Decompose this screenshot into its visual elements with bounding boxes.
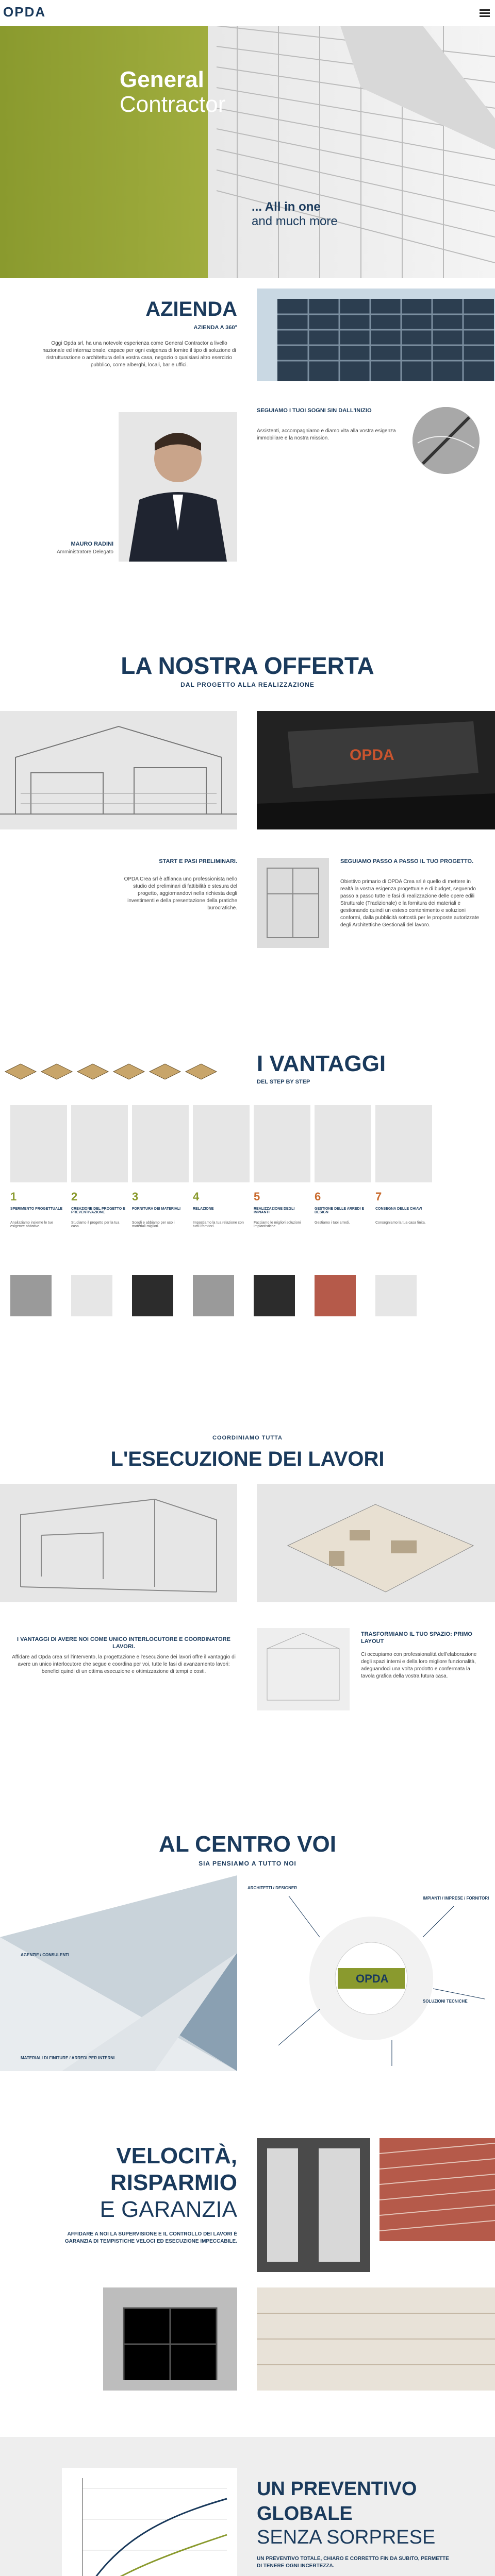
step-photo-7 — [375, 1275, 417, 1316]
step-card-3 — [132, 1105, 189, 1182]
pen-sketch-photo — [412, 407, 480, 474]
preventivo-text: UN PREVENTIVO TOTALE, CHIARO E CORRETTO FIN DA SUBITO, PERMETTE DI TENERE OGNI INCERTEZZA. — [257, 2556, 449, 2569]
construction-photo — [103, 2287, 237, 2391]
step-number-4: 4 — [193, 1190, 200, 1203]
centro-subtitle: SIA PENSIAMO A TUTTO NOI — [199, 1860, 296, 1867]
signage-photo — [257, 711, 495, 829]
start-title: START E PASI PRELIMINARI. — [159, 858, 237, 865]
azienda-subtitle: AZIENDA A 360° — [193, 325, 237, 331]
step-title-7: CONSEGNA DELLE CHIAVI — [375, 1207, 422, 1211]
velocita-text: AFFIDARE A NOI LA SUPERVISIONE E IL CONTROLLO DEI LAVORI È GARANZIA DI TEMPISTICHE VELOCI ED ESECUZIONE IMPECCABILE. — [64, 2231, 237, 2244]
step-number-1: 1 — [10, 1190, 17, 1203]
step-text-6: Gestiamo i tuoi arredi. — [315, 1221, 350, 1225]
facade-photo-a — [257, 2138, 370, 2272]
step-number-7: 7 — [375, 1190, 382, 1203]
preventivo-title-1: UN PREVENTIVO — [257, 2478, 417, 2500]
step-photo-5 — [254, 1275, 295, 1316]
step-title-5: REALIZZAZIONE DEGLI IMPIANTI — [254, 1207, 295, 1214]
step-photo-6 — [315, 1275, 356, 1316]
finish-texture-photo — [257, 2287, 495, 2391]
azienda-title: AZIENDA — [145, 298, 237, 320]
step-text-7: Consegniamo la tua casa finita. — [375, 1221, 426, 1225]
step-card-2 — [71, 1105, 128, 1182]
person-photo-mauro — [119, 412, 237, 562]
azienda-text: Oggi Opda srl, ha una notevole esperienza come General Contractor a livello nazionale ed internazionale, capace per ogni esigenza di fornire il tipo di soluzione di ristrutturazione o architettura della vostra casa, negozio o qualsiasi altro esercizio pubblico, come alberghi, locali, bar e uffici. — [42, 341, 236, 368]
hero — [0, 26, 495, 278]
steps-row — [10, 1105, 485, 1321]
preventivo-chart — [62, 2468, 237, 2576]
step-card-6 — [315, 1105, 371, 1182]
step-text-1: Analizziamo insieme le tue esigenze abitative. — [10, 1221, 53, 1228]
step-number-5: 5 — [254, 1190, 260, 1203]
interior-sketch-image — [0, 1484, 237, 1602]
hamburger-icon[interactable] — [480, 9, 490, 16]
step-photo-1 — [10, 1275, 52, 1316]
svg-text:OPDA: OPDA — [356, 1972, 389, 1985]
velocita-title-2: RISPARMIO — [110, 2170, 237, 2195]
step-number-6: 6 — [315, 1190, 321, 1203]
svg-text:OPDA: OPDA — [350, 747, 394, 764]
follow-text: Assistenti, accompagniamo e diamo vita alla vostra esigenza immobiliare e la nostra mission. — [257, 428, 396, 441]
room-render-photo — [257, 1628, 350, 1710]
esecuzione-left-text: Affidare ad Opda crea srl l'intervento, la progettazione e l'esecuzione dei lavori offre il vantaggio di avere un unico interlocutore che segue e coordina per voi, tutte le fasi di avanzamento lavori: benefici quindi di un ottima esecuzione e ottimizzazione di tempi e costi. — [12, 1654, 236, 1674]
hero-tagline-1: ... All in one — [252, 200, 321, 214]
step-text-3: Scegli e abbiamo per uso i materiali migliori. — [132, 1221, 175, 1228]
step-number-3: 3 — [132, 1190, 139, 1203]
velocita-title-1: VELOCITÀ, — [116, 2143, 237, 2168]
offerta-subtitle: DAL PROGETTO ALLA REALIZZAZIONE — [180, 681, 315, 688]
step-title-3: FORNITURA DEI MATERIALI — [132, 1207, 181, 1211]
esecuzione-right-title: TRASFORMIAMO IL TUO SPAZIO: PRIMO LAYOUT — [361, 1631, 472, 1645]
centro-diagram — [0, 1875, 495, 2071]
follow-title: SEGUIAMO I TUOI SOGNI SIN DALL'INIZIO — [257, 408, 372, 414]
building-facade-photo — [257, 289, 495, 381]
start-text: OPDA Crea srl è affianca uno professionista nello studio del preliminari di fattibilità e stesura del progetto, aggiornandovi nella richiesta degli investimenti e della presentazione della pratiche burocratiche. — [124, 876, 237, 911]
hero-title-2: Contractor — [120, 92, 226, 117]
esecuzione-title: L'ESECUZIONE DEI LAVORI — [110, 1448, 385, 1470]
step-text-4: Impostiamo la tua relazione con tutti i fornitori. — [193, 1221, 244, 1228]
centro-label-1: ARCHITETTI / DESIGNER — [248, 1886, 298, 1890]
step-text-5: Facciamo le migliori soluzioni impiantistiche. — [254, 1221, 301, 1228]
hero-building-graphic — [206, 26, 495, 278]
preventivo-title-2: GLOBALE — [257, 2503, 353, 2524]
brick-texture-photo — [380, 2138, 495, 2241]
centro-title: AL CENTRO VOI — [159, 1832, 336, 1857]
step-follow-text: Obiettivo primario di OPDA Crea srl è quello di mettere in realtà la vostra esigenza progettuale e di budget, seguendo passo a passo tutte le fasi di realizzazione delle opere edili Strutturale (Tradizionale) e la fornitura dei materiali e gestionando quindi un esteso contenimento e soluzioni conformi, dalla pubblicità sottostà per le proposte autorizzate degli Architettiche Gestionali del lavoro. — [340, 879, 480, 928]
step-photo-4 — [193, 1275, 234, 1316]
step-follow-title: SEGUIAMO PASSO A PASSO IL TUO PROGETTO. — [340, 858, 474, 865]
step-card-7 — [375, 1105, 432, 1182]
isometric-icons-row — [0, 1056, 237, 1087]
step-photo-3 — [132, 1275, 173, 1316]
centro-label-5: MATERIALI DI FINITURE / ARREDI PER INTERNI — [21, 2056, 115, 2060]
hero-title-1: General — [120, 67, 204, 92]
step-title-6: GESTIONE DELLE ARREDI E DESIGN — [315, 1207, 365, 1214]
esecuzione-right-text: Ci occupiamo con professionalità dell'elaborazione degli spazi interni e della loro migliore funzionalità, adeguandoci una volta prodotto e confermata la tavola grafica della vostra futura casa. — [361, 1652, 477, 1679]
step-title-2: CREAZIONE DEL PROGETTO E PREVENTIVAZIONE — [71, 1207, 125, 1214]
step-card-1 — [10, 1105, 67, 1182]
logo[interactable]: OPDA — [3, 4, 46, 20]
floorplan-3d-image — [257, 1484, 495, 1602]
vantaggi-title: I VANTAGGI — [257, 1051, 386, 1076]
step-text-2: Studiamo il progetto per la tua casa. — [71, 1221, 120, 1228]
step-title-1: SPERIMENTO PROGETTUALE — [10, 1207, 62, 1211]
esecuzione-kicker: COORDINIAMO TUTTA — [212, 1435, 283, 1441]
step-card-4 — [193, 1105, 250, 1182]
preventivo-title-3: SENZA SORPRESE — [257, 2527, 436, 2548]
esecuzione-left-title: I VANTAGGI DI AVERE NOI COME UNICO INTERLOCUTORE E COORDINATORE LAVORI. — [17, 1636, 230, 1650]
blueprint-photo — [257, 858, 329, 948]
centro-label-2: IMPIANTI / IMPRESE / FORNITORI — [423, 1896, 489, 1901]
hero-tagline-2: and much more — [252, 214, 338, 228]
step-photo-2 — [71, 1275, 112, 1316]
velocita-title-3: E GARANZIA — [100, 2197, 237, 2222]
house-sketch-image — [0, 711, 237, 829]
vantaggi-subtitle: DEL STEP BY STEP — [257, 1079, 310, 1085]
step-card-5 — [254, 1105, 310, 1182]
centro-label-3: AGENZIE / CONSULENTI — [21, 1953, 70, 1957]
mauro-role: Amministratore Delegato — [56, 549, 113, 555]
offerta-title: LA NOSTRA OFFERTA — [121, 652, 374, 679]
step-title-4: RELAZIONE — [193, 1207, 214, 1211]
step-number-2: 2 — [71, 1190, 78, 1203]
centro-label-4: SOLUZIONI TECNICHE — [423, 1999, 468, 2004]
mauro-name: MAURO RADINI — [71, 541, 113, 547]
header — [0, 0, 495, 26]
